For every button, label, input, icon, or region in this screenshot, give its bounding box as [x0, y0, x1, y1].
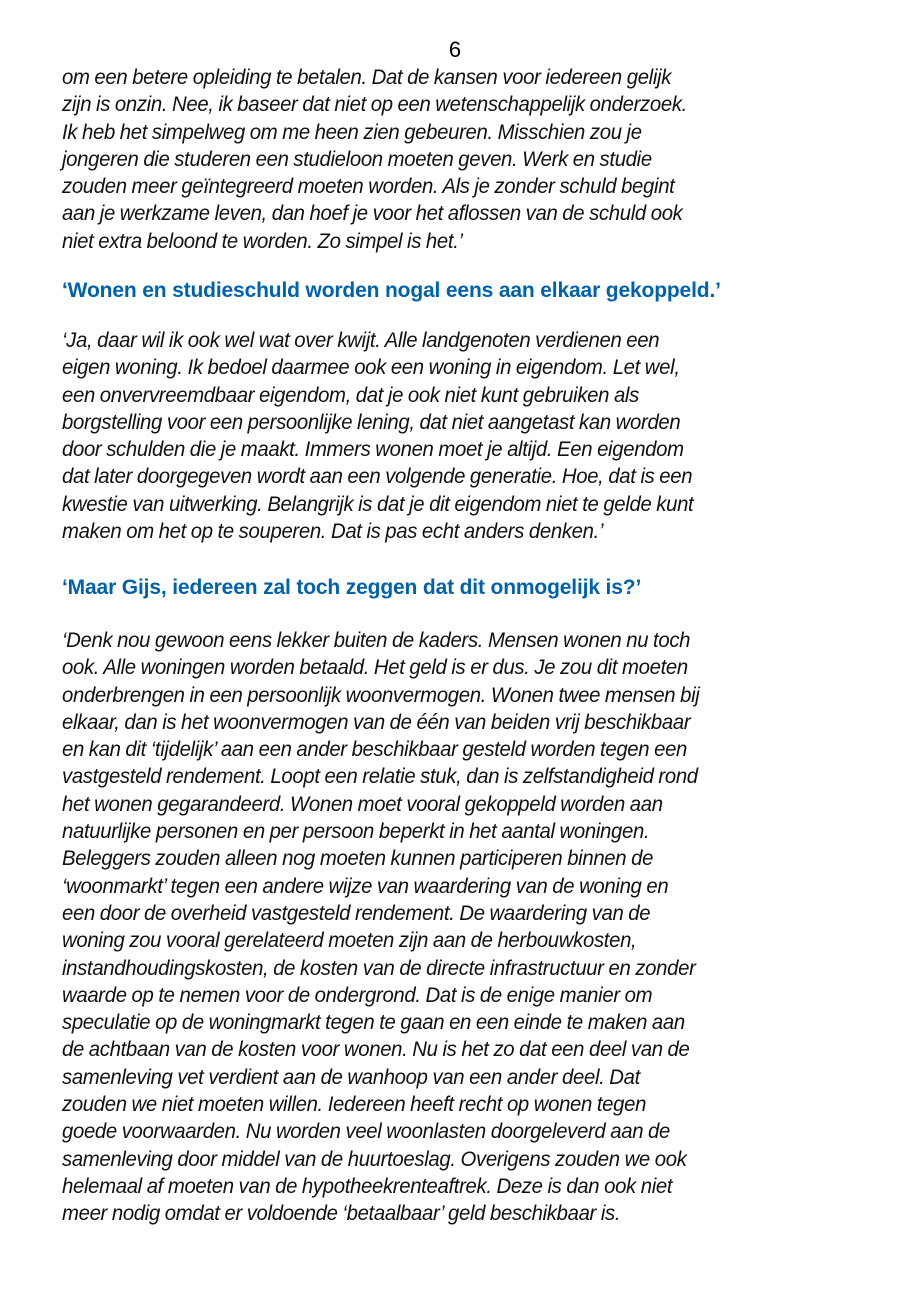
- text-line: een onvervreemdbaar eigendom, dat je ook niet kunt gebruiken als: [62, 382, 639, 407]
- text-line: en kan dit ‘tijdelijk’ aan een ander beschikbaar gesteld worden tegen een: [62, 737, 688, 762]
- text-line: eigen woning. Ik bedoel daarmee ook een woning in eigendom. Let wel,: [62, 355, 680, 380]
- text-line: elkaar, dan is het woonvermogen van de één van beiden vrij beschikbaar: [62, 709, 691, 734]
- text-line: goede voorwaarden. Nu worden veel woonlasten doorgeleverd aan de: [62, 1119, 670, 1144]
- text-line: woning zou vooral gerelateerd moeten zijn aan de herbouwkosten,: [62, 928, 637, 953]
- text-line: speculatie op de woningmarkt tegen te gaan en een einde te maken aan: [62, 1010, 685, 1035]
- text-line: jongeren die studeren een studieloon moeten geven. Werk en studie: [62, 146, 652, 171]
- page-number: 6: [448, 37, 462, 62]
- text-line: Ik heb het simpelweg om me heen zien gebeuren. Misschien zou je: [62, 119, 642, 144]
- text-line: zouden we niet moeten willen. Iedereen heeft recht op wonen tegen: [62, 1092, 647, 1117]
- text-line: meer nodig omdat er voldoende ‘betaalbaar’ geld beschikbaar is.: [62, 1201, 621, 1226]
- text-line: dat later doorgegeven wordt aan een volgende generatie. Hoe, dat is een: [62, 464, 693, 489]
- text-line: aan je werkzame leven, dan hoef je voor het aflossen van de schuld ook: [62, 201, 683, 226]
- text-line: samenleving vet verdient aan de wanhoop van een ander deel. Dat: [62, 1064, 640, 1089]
- text-line: om een betere opleiding te betalen. Dat de kansen voor iedereen gelijk: [62, 65, 672, 89]
- paragraph-answer-1: [62, 64, 826, 255]
- text-line: helemaal af moeten van de hypotheekrenteaftrek. Deze is dan ook niet: [62, 1173, 673, 1198]
- text-line: samenleving door middel van de huurtoeslag. Overigens zouden we ook: [62, 1146, 687, 1171]
- text-line: een door de overheid vastgesteld rendement. De waardering van de: [62, 900, 651, 925]
- text-line: borgstelling voor een persoonlijke lening, dat niet aangetast kan worden: [62, 409, 681, 434]
- text-line: onderbrengen in een persoonlijk woonvermogen. Wonen twee mensen bij: [62, 682, 700, 707]
- text-line: ook. Alle woningen worden betaald. Het geld is er dus. Je zou dit moeten: [62, 655, 688, 680]
- text-line: ‘Denk nou gewoon eens lekker buiten de kaders. Mensen wonen nu toch: [62, 628, 691, 652]
- text-line: zijn is onzin. Nee, ik baseer dat niet op een wetenschappelijk onderzoek.: [62, 92, 687, 117]
- paragraph-answer-2: [62, 327, 826, 545]
- question-heading-1: ‘Wonen en studieschuld worden nogal eens aan elkaar gekoppeld.’: [62, 279, 721, 302]
- text-line: maken om het op te souperen. Dat is pas echt anders denken.’: [62, 519, 604, 544]
- paragraph-answer-3: [62, 627, 826, 1228]
- text-line: niet extra beloond te worden. Zo simpel is het.’: [62, 228, 463, 253]
- text-line: Beleggers zouden alleen nog moeten kunnen participeren binnen de: [62, 846, 654, 871]
- question-heading-2: ‘Maar Gijs, iedereen zal toch zeggen dat dit onmogelijk is?’: [62, 576, 642, 599]
- text-line: kwestie van uitwerking. Belangrijk is dat je dit eigendom niet te gelde kunt: [62, 491, 694, 516]
- text-line: instandhoudingskosten, de kosten van de directe infrastructuur en zonder: [62, 955, 696, 980]
- text-line: de achtbaan van de kosten voor wonen. Nu is het zo dat een deel van de: [62, 1037, 690, 1062]
- text-line: natuurlijke personen en per persoon beperkt in het aantal woningen.: [62, 819, 650, 844]
- text-line: vastgesteld rendement. Loopt een relatie stuk, dan is zelfstandigheid rond: [62, 764, 698, 789]
- text-line: ‘woonmarkt’ tegen een andere wijze van waardering van de woning en: [62, 873, 669, 898]
- text-line: waarde op te nemen voor de ondergrond. Dat is de enige manier om: [62, 982, 653, 1007]
- text-line: door schulden die je maakt. Immers wonen moet je altijd. Een eigendom: [62, 437, 684, 462]
- text-line: het wonen gegarandeerd. Wonen moet vooral gekoppeld worden aan: [62, 791, 663, 816]
- text-line: zouden meer geïntegreerd moeten worden. Als je zonder schuld begint: [62, 174, 675, 199]
- text-line: ‘Ja, daar wil ik ook wel wat over kwijt. Alle landgenoten verdienen een: [62, 328, 660, 352]
